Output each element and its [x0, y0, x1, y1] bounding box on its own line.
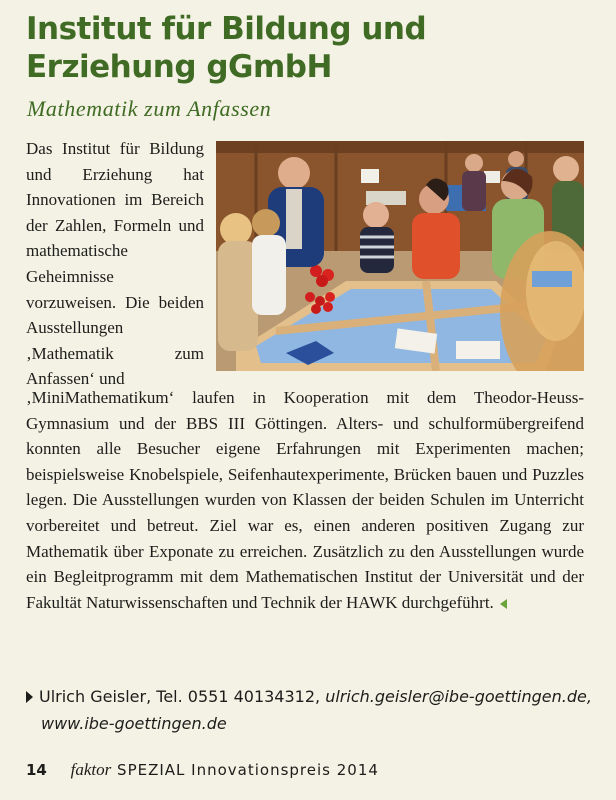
title-line-2: Erziehung gGmbH: [26, 49, 332, 85]
contact-line-1: [26, 683, 596, 710]
magazine-name: faktor: [70, 760, 112, 779]
contact-name-phone: Ulrich Geisler, Tel. 0551 40134312,: [39, 687, 321, 706]
contact-email-link[interactable]: ulrich.geisler@ibe-goettingen.de,: [325, 687, 592, 706]
article-body-content: ‚MiniMathematikum‘ laufen in Kooperation mit dem Theodor-Heuss-Gymnasium und der BBS III Göttingen. Alters- und schulformübergreifend konnten alle Besucher eigene Erfahrungen mit Experimenten machen; beispielsweise Knobelspiele, Seifenhautexperimente, Brücken bauen und Puzzles legen. Die Ausstellungen wurden von Klassen der beiden Schulen im Unterricht vorbereitet und betreut. Ziel war es, einen anderen positiven Zugang zur Mathematik über Exponate zu erreichen. Zusätzlich zu den Ausstellungen wurde ein Begleitprogramm mit dem Mathematischen Institut der Universität und der Fakultät Naturwissenschaften und Technik der HAWK durchgeführt.: [26, 388, 584, 612]
article-body: [26, 385, 584, 615]
page-number: 14: [26, 761, 47, 779]
issue-name: SPEZIAL Innovationspreis 2014: [117, 761, 379, 779]
article-subtitle: Mathematik zum Anfassen: [27, 96, 272, 121]
contact-line-2: [26, 710, 596, 737]
contact-block: [26, 683, 596, 737]
exhibition-photo-illustration: [216, 141, 584, 371]
arrow-right-icon: [26, 691, 33, 703]
page-footer: [26, 760, 379, 780]
article-intro-column: [26, 136, 204, 392]
exhibition-photo: [216, 141, 584, 371]
article-body-text: [26, 385, 584, 615]
article-end-icon: [500, 599, 507, 609]
article-intro-text: Das Institut für Bildung und Erziehung hat Innovationen im Bereich der Zahlen, Formeln und mathematische Geheimnisse vorzuweisen. Die beiden Ausstellungen ‚Mathematik zum Anfassen‘ und: [26, 139, 204, 389]
contact-website-link[interactable]: www.ibe-goettingen.de: [41, 714, 227, 733]
title-line-1: Institut für Bildung und: [26, 11, 427, 47]
page-title: [26, 10, 586, 86]
